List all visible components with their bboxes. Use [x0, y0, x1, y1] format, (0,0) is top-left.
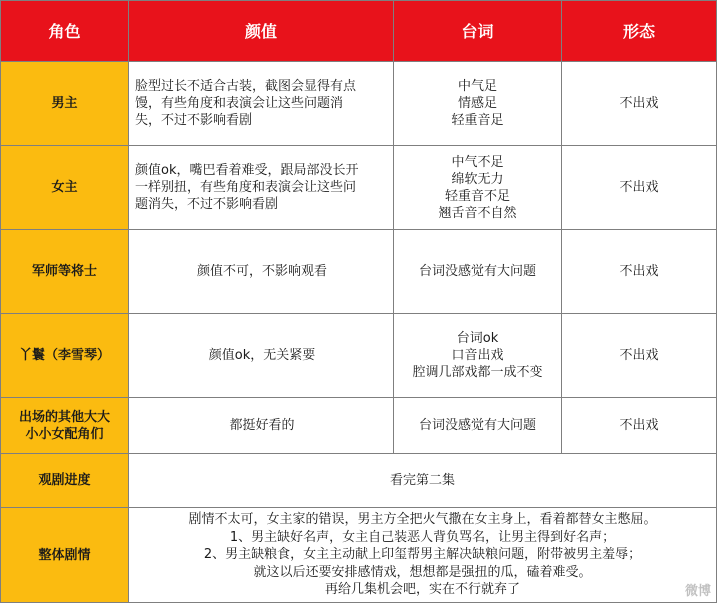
looks-cell: 颜值不可，不影响观看: [129, 230, 394, 314]
header-row: [1, 1, 717, 62]
looks-cell: 颜值ok，无关紧要: [129, 314, 394, 398]
lines-cell: 台词没感觉有大问题: [394, 398, 562, 454]
form-cell: 不出戏: [562, 314, 717, 398]
table-row: [1, 230, 717, 314]
header-looks: 颜值: [129, 1, 394, 62]
role-cell: 丫鬟（李雪琴）: [1, 314, 129, 398]
form-cell: 不出戏: [562, 62, 717, 146]
lines-cell: 中气足 情感足 轻重音足: [394, 62, 562, 146]
role-cell: 女主: [1, 146, 129, 230]
form-cell: 不出戏: [562, 230, 717, 314]
role-cell: 出场的其他大大 小小女配角们: [1, 398, 129, 454]
watermark: 微博: [684, 584, 711, 599]
progress-row: [1, 454, 717, 508]
table-row: [1, 314, 717, 398]
looks-cell: 都挺好看的: [129, 398, 394, 454]
lines-cell: 台词没感觉有大问题: [394, 230, 562, 314]
plot-row: [1, 508, 717, 603]
plot-text: 剧情不太可，女主家的错误，男主方全把火气撒在女主身上，看着都替女主憋屈。 1、男主缺好名声，女主自己装恶人背负骂名，让男主得到好名声； 2、男主缺粮食，女主主动献上印玺帮男主解决缺粮问题，附带被男主羞辱； 就这以后还要安排感情戏，想想都是强扭的瓜，磕着难受。 再给几集机会吧，实在不行就弃了: [129, 508, 717, 603]
form-cell: 不出戏: [562, 398, 717, 454]
lines-cell: 台词ok 口音出戏 腔调几部戏都一成不变: [394, 314, 562, 398]
table-row: [1, 146, 717, 230]
looks-cell: 脸型过长不适合古装，截图会显得有点 馒，有些角度和表演会让这些问题消 失，不过不影响看剧: [129, 62, 394, 146]
header-role: 角色: [1, 1, 129, 62]
header-form: 形态: [562, 1, 717, 62]
plot-label: 整体剧情: [1, 508, 129, 603]
table-row: [1, 398, 717, 454]
progress-label: 观剧进度: [1, 454, 129, 508]
table-row: [1, 62, 717, 146]
role-cell: 军师等将士: [1, 230, 129, 314]
form-cell: 不出戏: [562, 146, 717, 230]
lines-cell: 中气不足 绵软无力 轻重音不足 翘舌音不自然: [394, 146, 562, 230]
looks-cell: 颜值ok，嘴巴看着难受，跟局部没长开 一样别扭，有些角度和表演会让这些问 题消失，不过不影响看剧: [129, 146, 394, 230]
progress-value: 看完第二集: [129, 454, 717, 508]
role-cell: 男主: [1, 62, 129, 146]
header-lines: 台词: [394, 1, 562, 62]
